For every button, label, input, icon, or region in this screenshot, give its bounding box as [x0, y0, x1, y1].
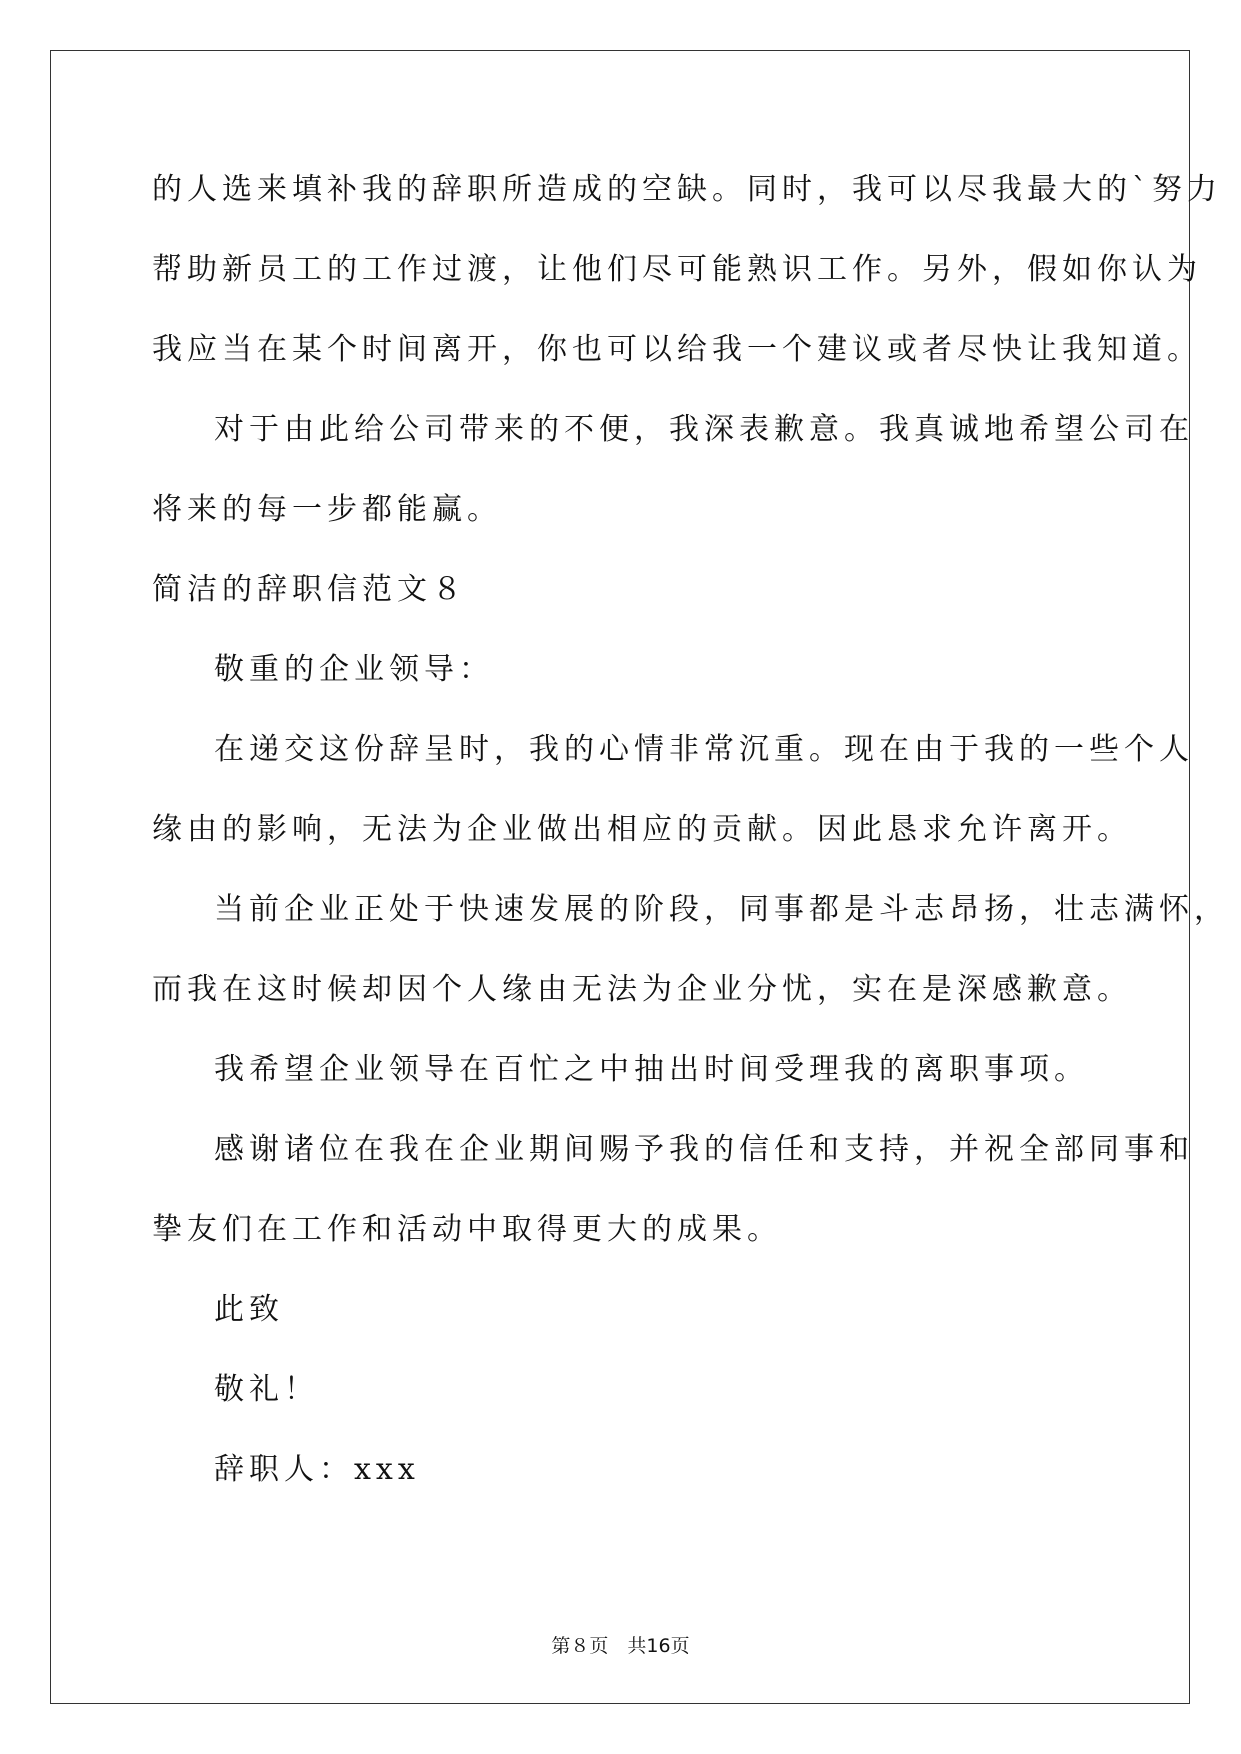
closing-line: 此致 — [214, 1292, 284, 1327]
body-line: 对于由此给公司带来的不便，我深表歉意。我真诚地希望公司在 — [214, 412, 1194, 447]
page-number: 第８页 共16页 — [551, 1635, 690, 1657]
body-line: 的人选来填补我的辞职所造成的空缺。同时，我可以尽我最大的`努力 — [152, 172, 1222, 207]
body-line: 当前企业正处于快速发展的阶段，同事都是斗志昂扬，壮志满怀， — [214, 892, 1229, 927]
salutation: 敬重的企业领导： — [214, 652, 494, 687]
body-line: 我应当在某个时间离开，你也可以给我一个建议或者尽快让我知道。 — [152, 332, 1202, 367]
section-heading: 简洁的辞职信范文８ — [152, 572, 467, 607]
body-line: 而我在这时候却因个人缘由无法为企业分忧，实在是深感歉意。 — [152, 972, 1132, 1007]
body-line: 缘由的影响，无法为企业做出相应的贡献。因此恳求允许离开。 — [152, 812, 1132, 847]
body-line: 将来的每一步都能赢。 — [152, 492, 502, 527]
closing-line: 敬礼！ — [214, 1372, 319, 1407]
body-line: 挚友们在工作和活动中取得更大的成果。 — [152, 1212, 782, 1247]
signature-line: 辞职人：xxx — [214, 1452, 420, 1487]
body-line: 感谢诸位在我在企业期间赐予我的信任和支持，并祝全部同事和 — [214, 1132, 1194, 1167]
body-line: 在递交这份辞呈时，我的心情非常沉重。现在由于我的一些个人 — [214, 732, 1194, 767]
body-line: 我希望企业领导在百忙之中抽出时间受理我的离职事项。 — [214, 1052, 1089, 1087]
body-line: 帮助新员工的工作过渡，让他们尽可能熟识工作。另外，假如你认为 — [152, 252, 1202, 287]
